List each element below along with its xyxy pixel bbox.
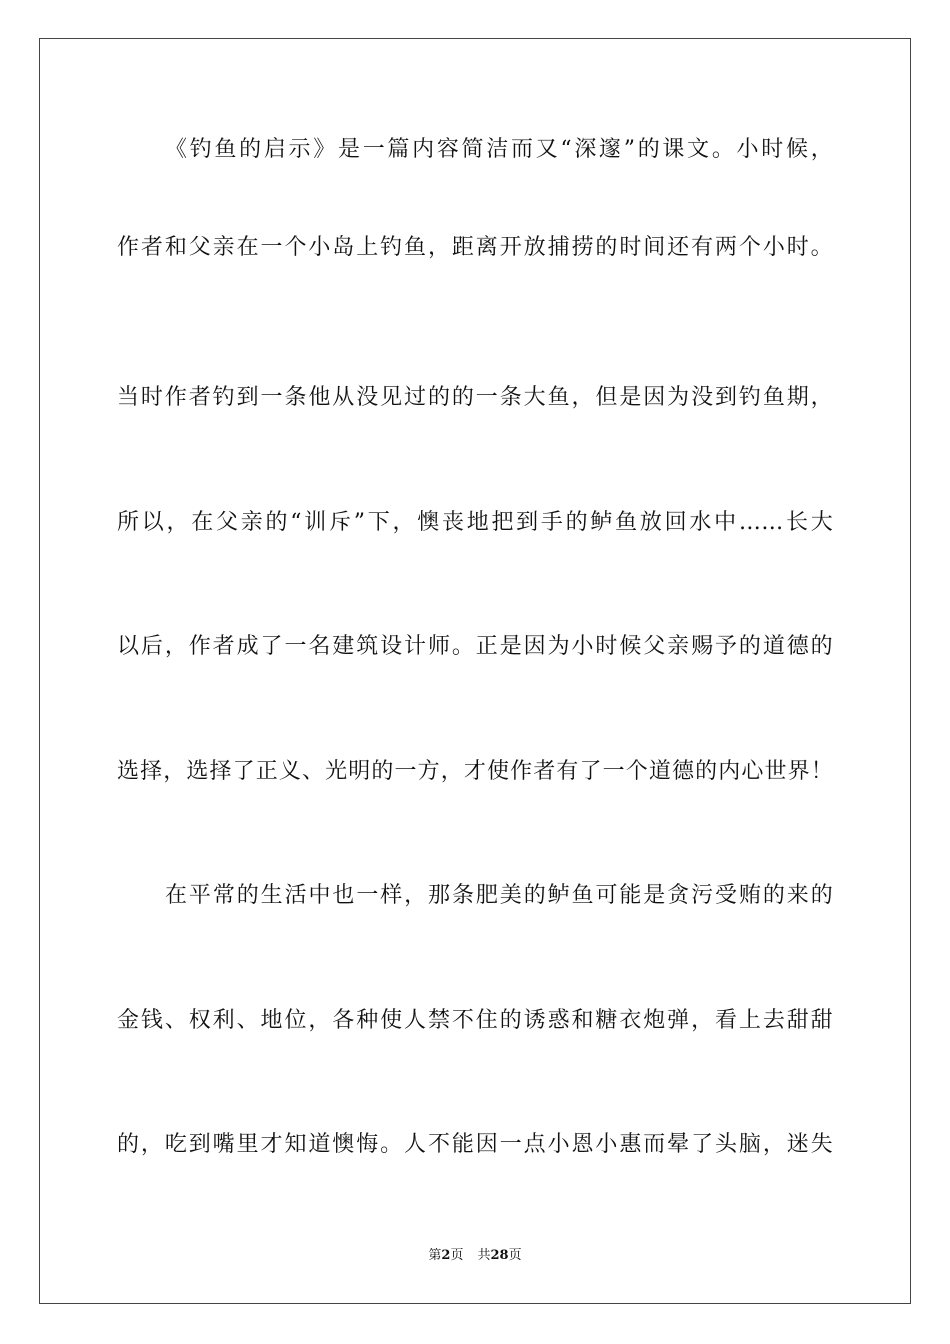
- paragraph-2-line-1: 在平常的生活中也一样，那条肥美的鲈鱼可能是贪污受贿的来的: [165, 883, 833, 908]
- paragraph-1-line-1: 《钓鱼的启示》是一篇内容简洁而又“深邃”的课文。小时候，: [165, 137, 833, 162]
- paragraph-1-line-3: 当时作者钓到一条他从没见过的的一条大鱼，但是因为没到钓鱼期，: [117, 385, 833, 410]
- paragraph-1-line-4: 所以，在父亲的“训斥”下，懊丧地把到手的鲈鱼放回水中……长大: [117, 510, 833, 535]
- paragraph-1-line-6: 选择，选择了正义、光明的一方，才使作者有了一个道德的内心世界！: [117, 759, 833, 784]
- page-prefix: 第: [428, 1248, 442, 1263]
- page-number: 2: [441, 1248, 451, 1263]
- page-footer: [0, 1248, 950, 1264]
- total-suffix: 页: [508, 1248, 522, 1263]
- total-prefix: 共: [477, 1248, 491, 1263]
- paragraph-2-line-3: 的，吃到嘴里才知道懊悔。人不能因一点小恩小惠而晕了头脑，迷失: [117, 1132, 833, 1157]
- paragraph-1-line-5: 以后，作者成了一名建筑设计师。正是因为小时候父亲赐予的道德的: [117, 634, 833, 659]
- paragraph-2-line-2: 金钱、权利、地位，各种使人禁不住的诱惑和糖衣炮弹，看上去甜甜: [117, 1008, 833, 1033]
- paragraph-1-line-2: 作者和父亲在一个小岛上钓鱼，距离开放捕捞的时间还有两个小时。: [117, 235, 833, 260]
- page-suffix: 页: [450, 1248, 464, 1263]
- page-border: [39, 38, 911, 1304]
- total-pages: 28: [490, 1248, 509, 1263]
